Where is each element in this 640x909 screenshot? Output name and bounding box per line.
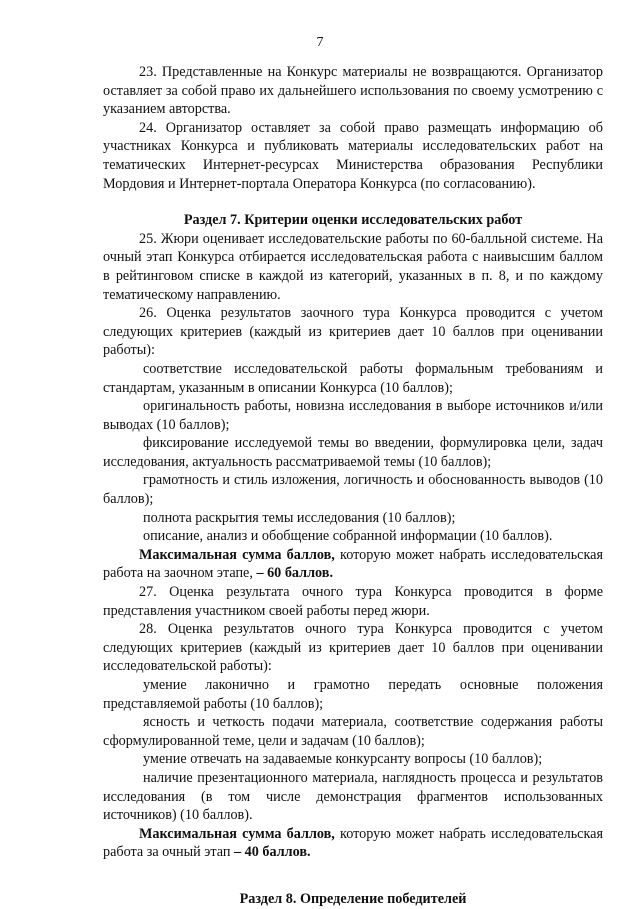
max-score-label: Максимальная сумма баллов, bbox=[139, 825, 335, 842]
paragraph-23: 23. Представленные на Конкурс материалы не возвращаются. Организатор оставляет за собой право их дальнейшего использования по своему усмотрению с указанием авторства. bbox=[103, 64, 603, 118]
criterion-item: наличие презентационного материала, наглядность процесса и результатов исследования (в том числе демонстрация фрагментов использованных источников) (10 баллов). bbox=[103, 769, 603, 824]
criterion-item: описание, анализ и обобщение собранной информации (10 баллов). bbox=[143, 528, 553, 545]
max-score-correspondence bbox=[103, 546, 603, 583]
paragraph-27: 27. Оценка результата очного тура Конкурса проводится в форме представления участником своей работы перед жюри. bbox=[103, 584, 603, 619]
criterion-item: оригинальность работы, новизна исследования в выборе источников и/или выводах (10 баллов); bbox=[103, 398, 603, 433]
criterion-item: грамотность и стиль изложения, логичность и обоснованность выводов (10 баллов); bbox=[103, 472, 603, 508]
criterion-item: умение лаконично и грамотно передать основные положения представляемой работы (10 баллов); bbox=[103, 677, 603, 712]
max-score-fulltime bbox=[103, 825, 603, 862]
criterion-item: фиксирование исследуемой темы во введении, формулировка цели, задач исследования, актуальность рассматриваемой темы (10 баллов); bbox=[103, 435, 603, 470]
max-score-value: – 60 баллов. bbox=[256, 565, 333, 582]
max-score-text: которую может набрать исследовательская работа за очный этап bbox=[103, 825, 603, 861]
max-score-value: – 40 баллов. bbox=[234, 844, 311, 861]
max-score-label: Максимальная сумма баллов, bbox=[139, 546, 335, 563]
section-8-heading: Раздел 8. Определение победителей bbox=[239, 890, 467, 907]
section-7-heading: Раздел 7. Критерии оценки исследовательских работ bbox=[183, 212, 523, 229]
criterion-item: умение отвечать на задаваемые конкурсанту вопросы (10 баллов); bbox=[143, 751, 543, 768]
paragraph-26: 26. Оценка результатов заочного тура Конкурса проводится с учетом следующих критериев (каждый из критериев дает 10 баллов при оценивании работы): bbox=[103, 305, 603, 359]
paragraph-25: 25. Жюри оценивает исследовательские работы по 60-балльной системе. На очный этап Конкурса отбирается исследовательская работа с наивысшим баллом в рейтинговом списке в каждой из категорий, указанных в п. 8, и по каждому тематическому направлению. bbox=[103, 230, 603, 303]
max-score-text: которую может набрать исследовательская работа на заочном этапе, bbox=[103, 546, 603, 582]
paragraph-28: 28. Оценка результатов очного тура Конкурса проводится с учетом следующих критериев (каждый из критериев дает 10 баллов при оценивании исследовательской работы): bbox=[103, 621, 603, 675]
document-body bbox=[103, 63, 603, 909]
criterion-item: полнота раскрытия темы исследования (10 баллов); bbox=[143, 509, 456, 526]
paragraph-24: 24. Организатор оставляет за собой право размещать информацию об участниках Конкурса и публиковать материалы исследовательских работ на тематических Интернет-ресурсах Министерства образования Республики Мордовия и Интернет-портала Оператора Конкурса (по согласованию). bbox=[103, 119, 603, 192]
criterion-item: ясность и четкость подачи материала, соответствие содержания работы сформулированной теме, цели и задачам (10 баллов); bbox=[103, 714, 603, 749]
page-number: 7 bbox=[316, 35, 324, 50]
criterion-item: соответствие исследовательской работы формальным требованиям и стандартам, указанным в описании Конкурса (10 баллов); bbox=[103, 360, 603, 396]
